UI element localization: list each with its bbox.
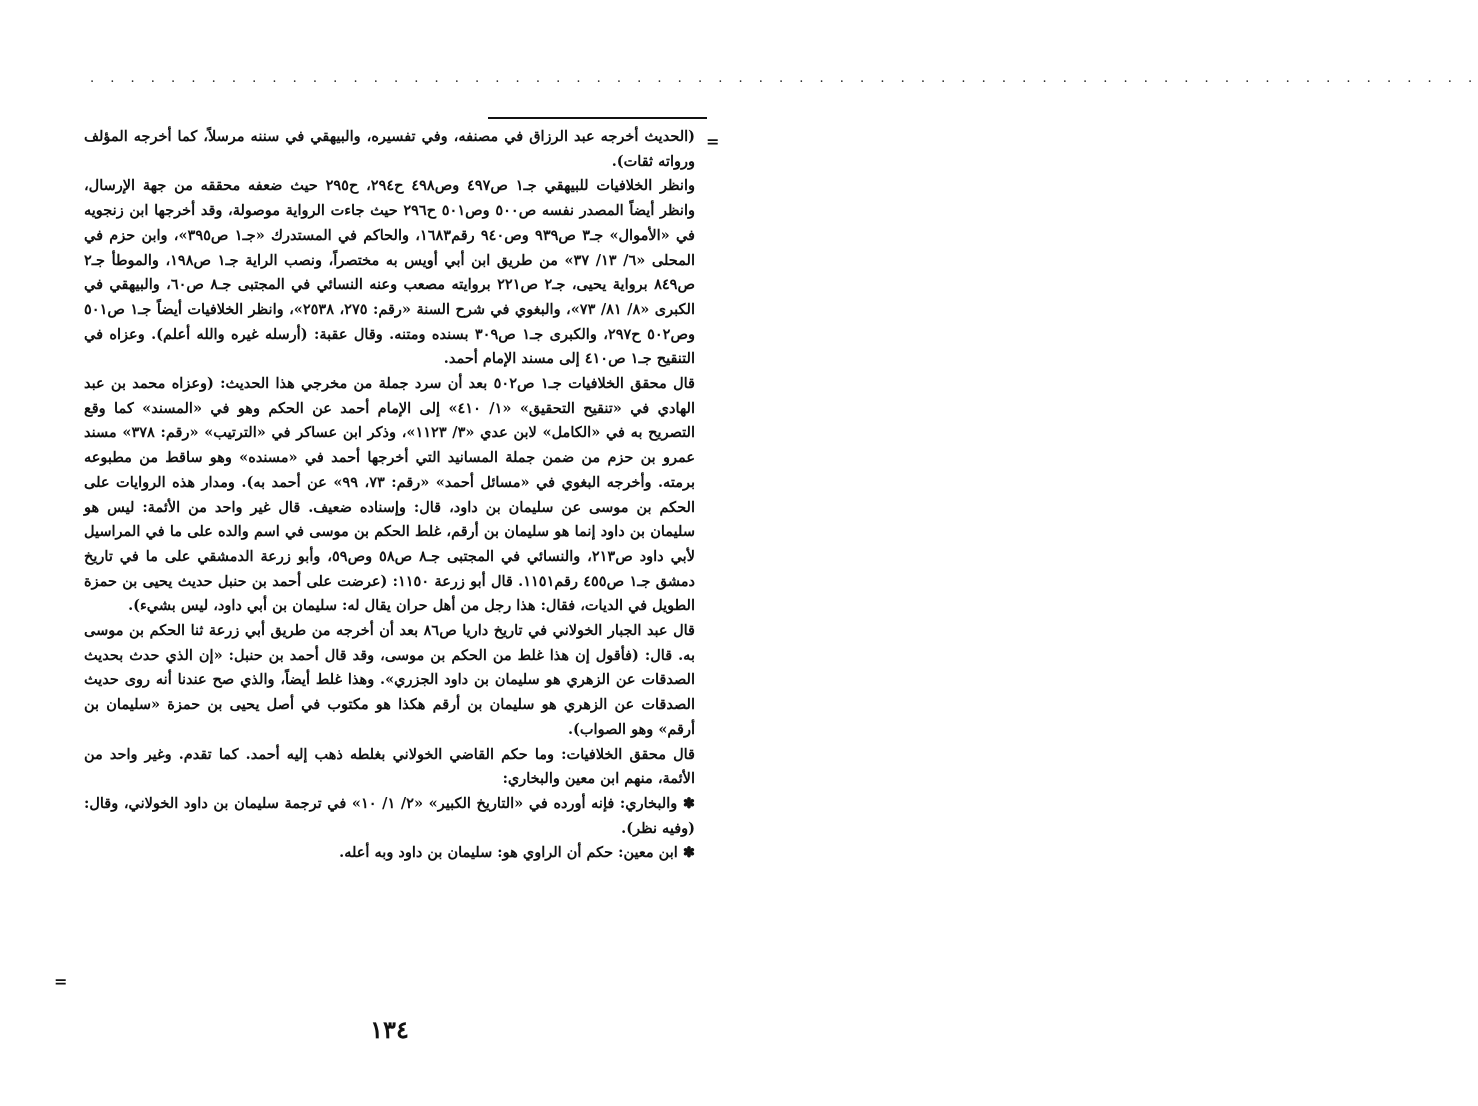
paragraph-2: وانظر الخلافيات للبيهقي جـ١ ص٤٩٧ وص٤٩٨ ح٢٩٤، ح٢٩٥ حيث ضعفه محققه من جهة الإرسال، وانظر أيضاً المصدر نفسه ص٥٠٠ وص٥٠١ ح٢٩٦ حيث جاءت الرواية موصولة، وقد أخرجها ابن زنجويه في «الأموال» جـ٣ ص٩٣٩ وص٩٤٠ رقم١٦٨٣، والحاكم في المستدرك «جـ١ ص٣٩٥»، وابن حزم في المحلى «٦/ ١٣/ ٣٧» من طريق ابن أبي أويس به مختصراً، ونصب الراية جـ١ ص١٩٨، والموطأ جـ٢ ص٨٤٩ برواية يحيى، جـ٢ ص٢٢١ بروايته مصعب وعنه النسائي في المجتبى جـ٨ ص٦٠، والبيهقي في الكبرى «٨/ ٨١/ ٧٣»، والبغوي في شرح السنة «رقم: ٢٧٥، ٢٥٣٨»، وانظر الخلافيات أيضاً جـ١ ص٥٠١ وص٥٠٢ ح٢٩٧، والكبرى جـ١ ص٣٠٩ بسنده ومتنه. وقال عقبة: (أرسله غيره والله أعلم). وعزاه في التنقيح جـ١ ص٤١٠ إلى مسند الإمام أحمد.: [84, 177, 696, 368]
paragraph-5: قال محقق الخلافيات: وما حكم القاضي الخولاني بغلطه ذهب إليه أحمد. كما تقدم. وغير واحد من الأئمة، منهم ابن معين والبخاري:: [84, 745, 695, 788]
continuation-marker-bottom: =: [54, 972, 68, 991]
page-number: ١٣٤: [370, 1015, 409, 1044]
footnote-text: [84, 125, 695, 985]
footnote-rule: [488, 117, 707, 119]
paragraph-7: ✽ ابن معين: حكم أن الراوي هو: سليمان بن داود وبه أعله.: [339, 844, 695, 862]
paragraph-3: قال محقق الخلافيات جـ١ ص٥٠٢ بعد أن سرد جملة من مخرجي هذا الحديث: (وعزاه محمد بن عبد الهادي في «تنقيح التحقيق» «١/ ٤١٠» إلى الإمام أحمد عن الحكم وهو في «المسند» كما وقع التصريح به في «الكامل» لابن عدي «٣/ ١١٢٣»، وذكر ابن عساكر في «الترتيب» «رقم: ٣٧٨» مسند عمرو بن حزم من ضمن جملة المسانيد التي أخرجها أحمد في «مسنده» وهو ساقط من مطبوعه برمته. وأخرجه البغوي في «مسائل أحمد» «رقم: ٧٣، ٩٩» عن أحمد به). ومدار هذه الروايات على الحكم بن موسى عن سليمان بن داود، قال: وإسناده ضعيف. قال غير واحد من الأئمة: ليس هو سليمان بن داود إنما هو سليمان بن أرقم، غلط الحكم بن موسى في اسم والده على ما في المراسيل لأبي داود ص٢١٣، والنسائي في المجتبى جـ٨ ص٥٨ وص٥٩، وأبو زرعة الدمشقي على ما في تاريخ دمشق جـ١ ص٤٥٥ رقم١١٥١. قال أبو زرعة ١١٥٠: (عرضت على أحمد بن حنبل حديث يحيى بن حمزة الطويل في الديات، فقال: هذا رجل من أهل حران يقال له: سليمان بن أبي داود، ليس بشيء).: [84, 375, 696, 615]
paragraph-4: قال عبد الجبار الخولاني في تاريخ داريا ص٨٦ بعد أن أخرجه من طريق أبي زرعة ثنا الحكم بن موسى به. قال: (فأقول إن هذا غلط من الحكم بن موسى، وقد قال أحمد بن حنبل: «إن الذي حدث بحديث الصدقات عن الزهري هو سليمان بن داود الجزري». وهذا غلط أيضاً، والذي صح عندنا أنه روى حديث الصدقات عن الزهري هو سليمان بن أرقم هكذا هو مكتوب في أصل يحيى بن حمزة «سليمان بن أرقم» وهو الصواب).: [84, 622, 695, 738]
paragraph-6: ✽ والبخاري: فإنه أورده في «التاريخ الكبير» «٢/ ١/ ١٠» في ترجمة سليمان بن داود الخولاني، وقال: (وفيه نظر).: [84, 794, 695, 837]
dotted-separator: . . . . . . . . . . . . . . . . . . . . . . . . . . . . . . . . . . . . . . . . . . . . . . . . . . . . . . . . . . . . . . . . . . . . .: [90, 71, 1478, 86]
continuation-marker-top: =: [706, 132, 720, 151]
paragraph-1: (الحديث أخرجه عبد الرزاق في مصنفه، وفي تفسيره، والبيهقي في سننه مرسلاً، كما أخرجه المؤلف ورواته ثقات).: [84, 128, 695, 170]
